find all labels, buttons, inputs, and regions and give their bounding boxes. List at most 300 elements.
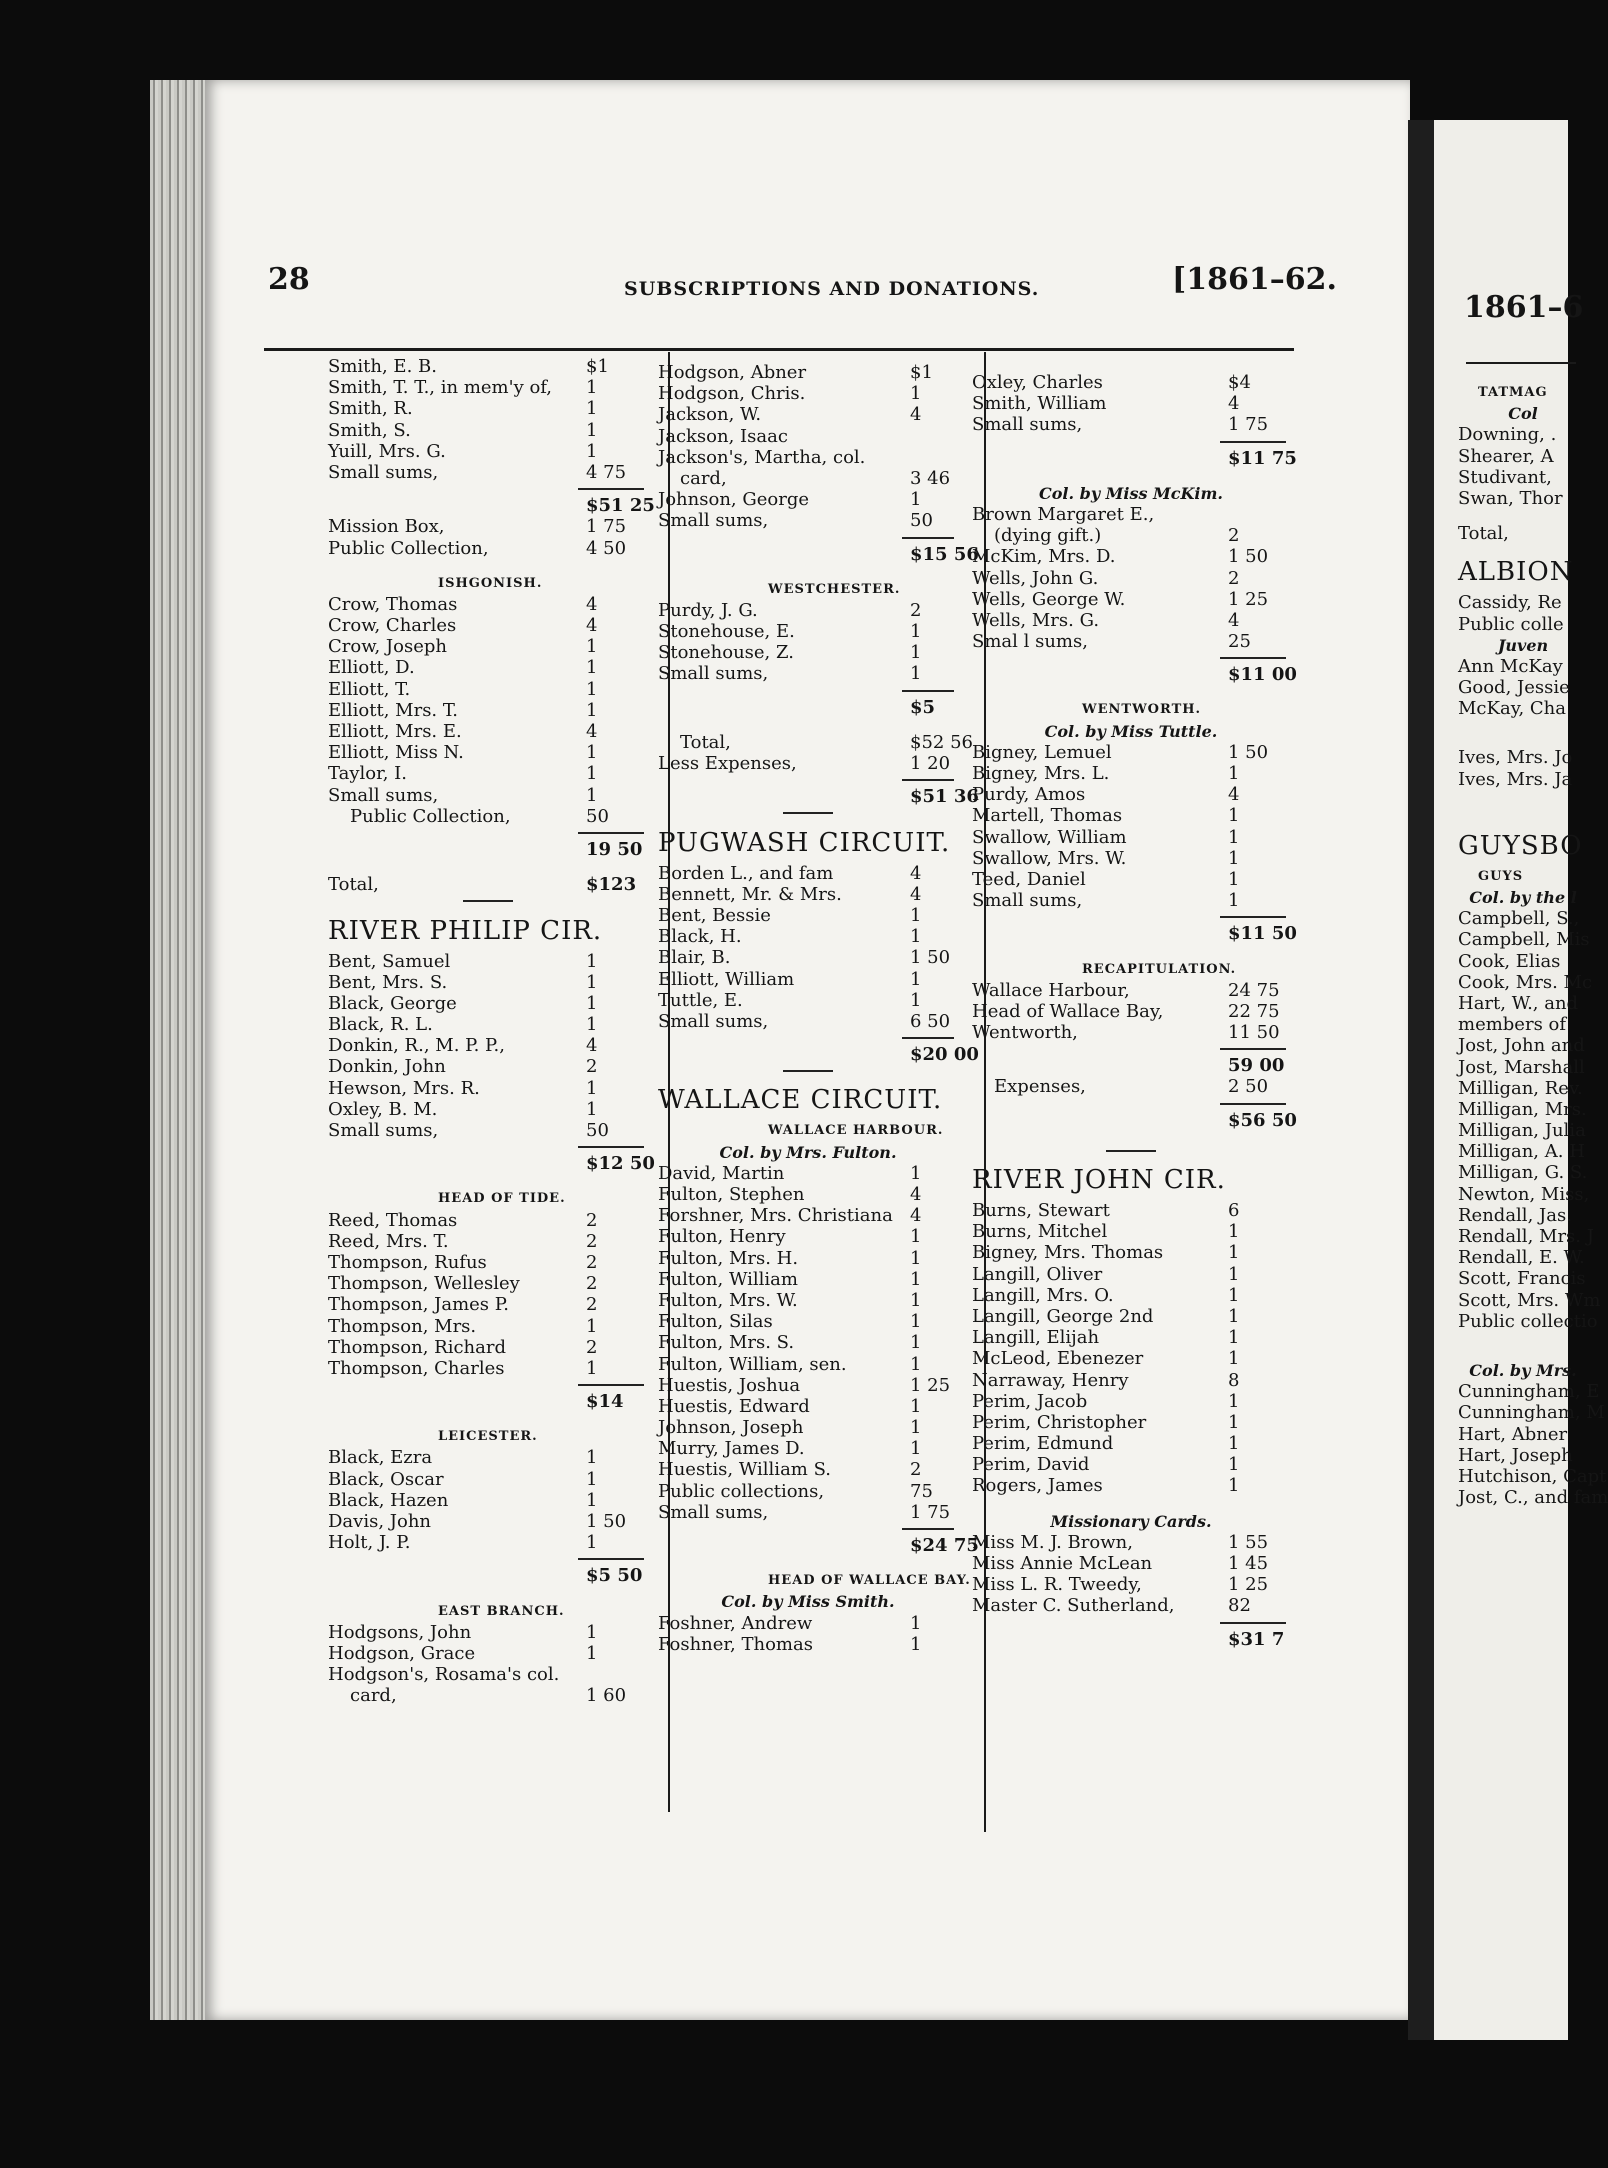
- amount: 1: [910, 663, 922, 685]
- entry-row: [328, 972, 648, 993]
- entry-row: [972, 1001, 1290, 1022]
- donor-name: Ann McKay: [1458, 655, 1563, 677]
- ledger-column-2: [658, 362, 979, 1655]
- donor-name: Black, Ezra: [328, 1447, 433, 1469]
- entry-row: [1458, 769, 1588, 790]
- donor-name: Thompson, Rufus: [328, 1251, 487, 1273]
- amount: 4: [1228, 393, 1240, 415]
- amount: 1: [910, 621, 922, 643]
- spacer: [972, 945, 1290, 959]
- entry-row: [972, 1327, 1290, 1348]
- entry-row: [328, 1664, 648, 1685]
- amount: 1: [910, 1395, 922, 1417]
- donor-name: Studivant,: [1458, 466, 1552, 488]
- entry-row: [658, 489, 958, 510]
- spacer: [1458, 1332, 1588, 1346]
- total-row: [328, 1391, 648, 1412]
- entry-row: [972, 805, 1290, 826]
- next-page-header-rule: [1466, 362, 1576, 364]
- total-row: [658, 697, 958, 718]
- entry-row: [658, 1332, 958, 1353]
- donor-name: Perim, Christopher: [972, 1411, 1147, 1433]
- circuit-title-text: ALBION: [1458, 557, 1574, 588]
- entry-row: [972, 414, 1290, 435]
- amount: 1: [910, 383, 922, 405]
- entry-row: [658, 905, 958, 926]
- amount: 3 46: [910, 467, 951, 489]
- section-heading: [658, 1120, 958, 1141]
- entry-row: [972, 1242, 1290, 1263]
- amount: 4: [586, 721, 598, 742]
- donor-name: Swan, Thor: [1458, 487, 1563, 509]
- entry-row: [972, 1221, 1290, 1242]
- donor-name: Langill, Elijah: [972, 1327, 1100, 1349]
- entry-row: [1458, 1289, 1601, 1311]
- amount: 1: [910, 1332, 922, 1354]
- donor-name: Cunningham, E: [1458, 1381, 1600, 1403]
- amount: 1: [1228, 1411, 1240, 1433]
- entry-row: [1458, 1402, 1605, 1424]
- donor-name: Crow, Thomas: [328, 593, 458, 615]
- donor-name: Burns, Mitchel: [972, 1221, 1108, 1243]
- collector-note-text: Missionary Cards.: [1050, 1511, 1212, 1531]
- donor-name: Elliott, Mrs. T.: [328, 699, 458, 721]
- entry-row: [972, 1264, 1290, 1285]
- page-title: SUBSCRIPTIONS AND DONATIONS.: [624, 278, 1040, 300]
- entry-row: [972, 546, 1290, 567]
- entry-row: [972, 1022, 1290, 1043]
- amount: 19 50: [586, 838, 643, 860]
- amount: 4: [910, 1184, 922, 1205]
- amount: 1: [586, 1468, 598, 1490]
- donor-name: Campbell, S.,: [1458, 908, 1580, 930]
- next-page-column: [1458, 382, 1608, 1509]
- donor-name: Hart, W., and: [1458, 992, 1579, 1014]
- entry-row: [972, 1348, 1290, 1369]
- donor-name: Hewson, Mrs. R.: [328, 1077, 480, 1099]
- book-spine: [150, 80, 210, 2020]
- donor-name: Small sums,: [658, 510, 769, 532]
- amount: 4: [586, 615, 598, 637]
- entry-row: [972, 1553, 1290, 1574]
- donor-name: Less Expenses,: [658, 753, 797, 774]
- donor-name: Crow, Charles: [328, 615, 457, 637]
- sum-rule: [328, 1141, 648, 1153]
- donor-name: Scott, Francis: [1458, 1268, 1586, 1290]
- donor-name: Donkin, John: [328, 1056, 446, 1078]
- donor-name: Wells, Mrs. G.: [972, 609, 1100, 631]
- entry-row: [1458, 488, 1588, 509]
- amount: 1: [586, 398, 598, 420]
- amount: $51 36: [910, 786, 979, 808]
- amount: $15 56: [910, 543, 979, 565]
- entry-row: [658, 1290, 958, 1311]
- page-gutter: [1408, 120, 1434, 2040]
- donor-name: Fulton, Silas: [658, 1311, 773, 1333]
- amount: 1: [586, 636, 598, 658]
- donor-name: Smith, William: [972, 393, 1107, 415]
- entry-row: [658, 1417, 958, 1438]
- section-heading-text: LEICESTER.: [438, 1429, 538, 1445]
- spacer: [328, 1412, 648, 1426]
- donor-name: Public collections,: [658, 1480, 825, 1502]
- amount: 1 25: [1228, 1574, 1269, 1596]
- donor-name: Wentworth,: [972, 1022, 1078, 1044]
- amount: 1: [586, 657, 598, 679]
- entry-row: [328, 1014, 648, 1035]
- section-heading-text: RECAPITULATION.: [1082, 961, 1237, 977]
- amount: $51 25: [586, 495, 655, 517]
- amount: 2: [586, 1251, 598, 1273]
- amount: 1: [1228, 826, 1240, 848]
- entry-row: [972, 827, 1290, 848]
- donor-name: Thompson, Richard: [328, 1336, 506, 1358]
- donor-name: McKim, Mrs. D.: [972, 546, 1116, 568]
- donor-name: Donkin, R., M. P. P.,: [328, 1035, 505, 1057]
- donor-name: Purdy, Amos: [972, 784, 1086, 806]
- entry-row: [972, 1412, 1290, 1433]
- donor-name: Oxley, Charles: [972, 372, 1103, 393]
- donor-name: Jost, C., and fam: [1458, 1487, 1608, 1509]
- entry-row: [972, 848, 1290, 869]
- entry-row: [658, 1375, 958, 1396]
- amount: $11 00: [1228, 664, 1297, 686]
- spacer: [1458, 804, 1588, 818]
- donor-name: Cook, Mrs. Mc: [1458, 971, 1593, 993]
- amount: 1: [910, 926, 922, 948]
- entry-row: [972, 589, 1290, 610]
- donor-name: Small sums,: [328, 461, 439, 483]
- entry-row: [972, 372, 1290, 393]
- entry-row: [328, 785, 648, 806]
- entry-row: [1458, 698, 1588, 719]
- donor-name: Teed, Daniel: [972, 868, 1086, 890]
- amount: 1: [586, 377, 598, 399]
- donor-name: Fulton, William, sen.: [658, 1353, 847, 1375]
- section-heading-text: WENTWORTH.: [1082, 702, 1202, 718]
- circuit-title-text: RIVER PHILIP CIR.: [328, 915, 603, 946]
- amount: 1: [910, 989, 922, 1011]
- entry-row: [328, 615, 648, 636]
- entry-row: [658, 1502, 958, 1523]
- amount: 1: [1228, 1454, 1240, 1476]
- donor-name: Shearer, A: [1458, 445, 1554, 467]
- entry-row: [1458, 1247, 1588, 1268]
- amount: 1 75: [586, 516, 627, 538]
- entry-row: [328, 1273, 648, 1294]
- entry-row: [328, 441, 648, 462]
- spacer: [972, 685, 1290, 699]
- spacer: [1458, 790, 1588, 804]
- donor-name: Bent, Bessie: [658, 904, 771, 926]
- entry-row: [658, 947, 958, 968]
- amount: $12 50: [586, 1153, 655, 1175]
- section-heading-text: GUYS: [1478, 868, 1524, 884]
- donor-name: Elliott, T.: [328, 678, 411, 700]
- amount: 1: [586, 992, 598, 1014]
- total-row: [328, 874, 648, 895]
- donor-name: Smal l sums,: [972, 631, 1088, 653]
- amount: 1: [910, 642, 922, 664]
- entry-row: [972, 1200, 1290, 1221]
- sum-rule: [328, 827, 648, 839]
- circuit-title-text: WALLACE CIRCUIT.: [658, 1085, 943, 1116]
- amount: 50: [910, 510, 933, 532]
- entry-row: [328, 1643, 648, 1664]
- section-heading: [328, 1601, 648, 1622]
- circuit-title: [1458, 558, 1588, 592]
- entry-row: [328, 1035, 648, 1056]
- amount: 1: [910, 1633, 922, 1655]
- amount: 50: [586, 805, 609, 827]
- donor-name: Smith, R.: [328, 398, 413, 420]
- donor-name: Milligan, Rev.: [1458, 1077, 1583, 1099]
- amount: 1: [910, 1226, 922, 1248]
- section-heading: [328, 1426, 648, 1447]
- donor-name: Bigney, Mrs. Thomas: [972, 1242, 1164, 1264]
- donor-name: Good, Jessie: [1458, 677, 1570, 699]
- donor-name: Borden L., and fam: [658, 862, 834, 884]
- entry-row: [328, 462, 648, 483]
- total-row: [328, 839, 648, 860]
- amount: 4: [910, 862, 922, 884]
- entry-row: [658, 621, 958, 642]
- donor-name: Head of Wallace Bay,: [972, 1000, 1164, 1022]
- amount: 1: [910, 1311, 922, 1333]
- sum-rule: [658, 774, 958, 786]
- entry-row: [328, 1056, 648, 1077]
- entry-row: [1458, 656, 1588, 677]
- next-page: [1434, 120, 1608, 2040]
- entry-row: [1458, 1162, 1588, 1183]
- donor-name: Elliott, D.: [328, 657, 415, 679]
- entry-row: [658, 362, 958, 383]
- section-heading: [328, 573, 648, 594]
- amount: 1 75: [1228, 414, 1269, 436]
- entry-row: [972, 1391, 1290, 1412]
- donor-name: Oxley, B. M.: [328, 1098, 438, 1120]
- donor-name: Holt, J. P.: [328, 1532, 411, 1554]
- entry-row: [658, 731, 973, 753]
- amount: 2: [586, 1209, 598, 1231]
- collector-note: [1458, 635, 1588, 656]
- donor-name: Reed, Mrs. T.: [328, 1230, 449, 1252]
- entry-row: [328, 594, 648, 615]
- section-heading-text: HEAD OF TIDE.: [438, 1191, 566, 1207]
- entry-row: [972, 1475, 1290, 1496]
- entry-row: [1458, 1465, 1607, 1487]
- donor-name: Swallow, Mrs. W.: [972, 847, 1127, 869]
- entry-row: [658, 1163, 958, 1184]
- entry-row: [328, 1120, 648, 1141]
- entry-row: [972, 1285, 1290, 1306]
- section-divider: [658, 807, 958, 828]
- donor-name: Bigney, Mrs. L.: [972, 763, 1110, 784]
- spacer: [1458, 544, 1588, 558]
- donor-name: Tuttle, E.: [658, 989, 743, 1011]
- donor-name: Jost, Marshall: [1458, 1056, 1585, 1078]
- circuit-title: [658, 1086, 958, 1120]
- amount: 1: [1228, 1390, 1240, 1412]
- donor-name: Ives, Mrs. Ja: [1458, 768, 1573, 790]
- amount: 4: [910, 883, 922, 905]
- amount: $31 7: [1228, 1628, 1285, 1650]
- donor-name: Cassidy, Re: [1458, 592, 1562, 614]
- entry-row: [1458, 1141, 1588, 1162]
- amount: 1: [586, 1315, 598, 1337]
- entry-row: [972, 980, 1290, 1001]
- entry-row: [1458, 1099, 1588, 1120]
- entry-row: [328, 742, 648, 763]
- amount: 4: [586, 593, 598, 615]
- spacer: [658, 565, 958, 579]
- amount: 1 75: [910, 1501, 951, 1523]
- entry-row: [1458, 1310, 1598, 1332]
- donor-name: Hodgson, Chris.: [658, 383, 806, 405]
- entry-row: [658, 884, 958, 905]
- spacer: [1458, 509, 1588, 523]
- donor-name: Jost, John and: [1458, 1035, 1585, 1057]
- circuit-title: [328, 917, 648, 951]
- amount: 1: [910, 1353, 922, 1375]
- entry-row: [658, 1226, 958, 1247]
- amount: 1: [586, 1489, 598, 1511]
- section-divider: [972, 1145, 1290, 1166]
- spacer: [1458, 733, 1588, 747]
- entry-row: [1458, 1445, 1588, 1466]
- entry-row: [972, 1433, 1290, 1454]
- amount: 4: [910, 1205, 922, 1227]
- collector-note-text: Col. by Miss Tuttle.: [1044, 721, 1218, 741]
- amount: 1: [586, 1642, 598, 1664]
- amount: 4: [910, 404, 922, 426]
- entry-row: [972, 568, 1290, 589]
- total-row: [972, 664, 1297, 686]
- donor-name: Cook, Elias: [1458, 950, 1561, 972]
- entry-row: [658, 1311, 958, 1332]
- amount: 1: [1228, 1433, 1240, 1455]
- section-heading-text: ISHGONISH.: [438, 575, 543, 591]
- entry-row: [328, 721, 648, 742]
- donor-name: card,: [680, 467, 727, 489]
- entry-row: [972, 504, 1290, 525]
- donor-name: Elliott, William: [658, 968, 795, 990]
- next-page-year: 1861–6: [1464, 290, 1584, 325]
- spacer: [972, 1131, 1290, 1145]
- entry-row: [658, 383, 958, 404]
- section-heading: [972, 959, 1290, 980]
- donor-name: Cunningham, M: [1458, 1402, 1605, 1424]
- entry-row: [328, 1622, 648, 1643]
- entry-row: [328, 1099, 648, 1120]
- amount: 1: [910, 1162, 922, 1184]
- amount: 2: [1228, 525, 1240, 547]
- amount: 2: [586, 1056, 598, 1078]
- amount: 6 50: [910, 1010, 951, 1032]
- donor-name: Thompson, Mrs.: [328, 1315, 477, 1337]
- entry-row: [658, 642, 958, 663]
- entry-row: [972, 1076, 1290, 1097]
- donor-name: Yuill, Mrs. G.: [328, 440, 446, 462]
- donor-name: Huestis, Joshua: [658, 1374, 801, 1396]
- amount: 1: [586, 971, 598, 993]
- donor-name: Perim, Jacob: [972, 1390, 1088, 1412]
- total-row: [972, 1109, 1297, 1131]
- entry-row: [1458, 908, 1588, 929]
- amount: 1: [1228, 1284, 1240, 1306]
- section-divider: [658, 1065, 958, 1086]
- donor-name: Black, Hazen: [328, 1489, 449, 1511]
- amount: 2: [1228, 567, 1240, 589]
- amount: $5 50: [586, 1565, 643, 1587]
- section-heading: [658, 579, 958, 600]
- donor-name: members of: [1458, 1014, 1567, 1036]
- donor-name: Small sums,: [328, 1120, 439, 1141]
- donor-name: Black, R. L.: [328, 1014, 433, 1036]
- entry-row: [972, 393, 1290, 414]
- donor-name: Bent, Samuel: [328, 950, 451, 972]
- entry-row: [1458, 677, 1588, 698]
- donor-name: Small sums,: [972, 890, 1083, 912]
- collector-note-text: Col. by Mrs. Fulton.: [719, 1142, 897, 1162]
- donor-name: Milligan, A. H: [1458, 1141, 1585, 1163]
- page-year: [1861–62.: [1172, 262, 1337, 297]
- entry-row: [1458, 1120, 1588, 1141]
- entry-row: [1458, 467, 1588, 488]
- section-heading-text: HEAD OF WALLACE BAY.: [768, 1573, 971, 1589]
- donor-name: Bigney, Lemuel: [972, 741, 1112, 763]
- amount: 1 50: [910, 947, 951, 969]
- amount: 1: [586, 1532, 598, 1554]
- amount: 4: [1228, 609, 1240, 631]
- amount: $11 50: [1228, 923, 1297, 945]
- circuit-title: [658, 829, 958, 863]
- amount: 1: [1228, 1327, 1240, 1349]
- total-row: [972, 1055, 1290, 1076]
- amount: 1: [910, 489, 922, 511]
- donor-name: Johnson, Joseph: [658, 1417, 804, 1439]
- entry-row: [1458, 592, 1588, 613]
- donor-name: Blair, B.: [658, 947, 731, 969]
- donor-name: Public colle: [1458, 613, 1564, 635]
- donor-name: Wells, George W.: [972, 588, 1126, 610]
- entry-row: [658, 1459, 958, 1480]
- entry-row: [658, 1396, 958, 1417]
- donor-name: Fulton, Stephen: [658, 1184, 805, 1205]
- amount: 1: [586, 1098, 598, 1120]
- section-heading: [1458, 382, 1588, 403]
- amount: 2: [586, 1336, 598, 1358]
- entry-row: [658, 1248, 958, 1269]
- collector-note-text: Juven: [1497, 635, 1549, 655]
- collector-note: [1458, 1360, 1588, 1381]
- sum-rule: [658, 1032, 958, 1044]
- entry-row: [972, 1370, 1290, 1391]
- entry-row: [1458, 1205, 1588, 1226]
- amount: 1 60: [586, 1685, 627, 1707]
- donor-name: Bent, Mrs. S.: [328, 971, 448, 993]
- amount: 1: [586, 784, 598, 806]
- amount: 1: [910, 1268, 922, 1290]
- entry-row: [658, 1354, 958, 1375]
- donor-name: McLeod, Ebenezer: [972, 1348, 1144, 1370]
- collector-note: [1458, 887, 1588, 908]
- entry-row: [972, 1574, 1290, 1595]
- section-heading-text: TATMAG: [1478, 385, 1548, 400]
- donor-name: David, Martin: [658, 1162, 785, 1184]
- spacer: [328, 860, 648, 874]
- donor-name: Total,: [1458, 523, 1509, 545]
